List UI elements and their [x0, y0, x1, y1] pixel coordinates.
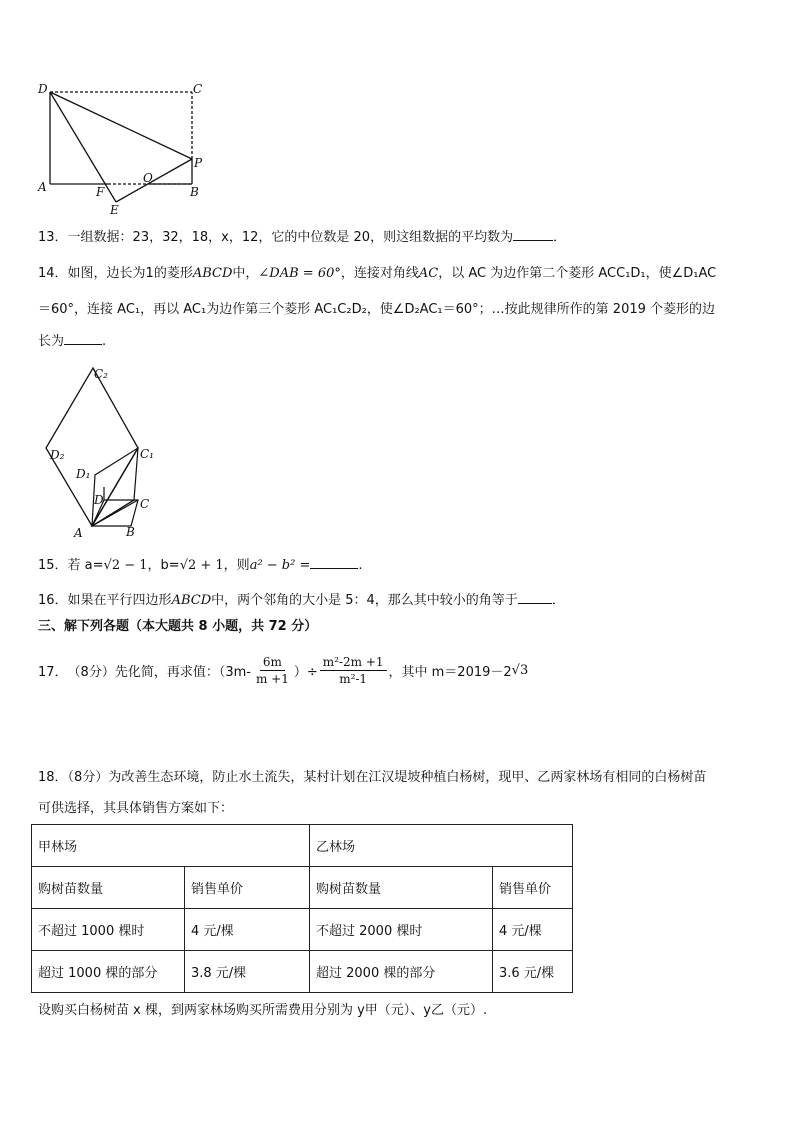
question-18-line1 — [38, 768, 706, 788]
q14-answer-blank[interactable] — [64, 332, 102, 345]
fig1-label-b: B — [190, 185, 199, 199]
table-cell: 购树苗数量 — [310, 867, 493, 909]
figure-rhombus-chain — [40, 362, 170, 542]
table-cell: 销售单价 — [493, 867, 573, 909]
question-13 — [38, 228, 566, 248]
table-header-row — [32, 825, 573, 867]
fig2-label-c: C — [140, 497, 150, 511]
q16-answer-blank[interactable] — [518, 591, 552, 604]
table-cell: 4 元/棵 — [493, 909, 573, 951]
q14-l1g: ，以 AC 为边作第二个菱形 ACC₁D₁，使∠D₁AC — [438, 266, 717, 281]
q15-answer-blank[interactable] — [310, 556, 358, 569]
q16-t3: 中，两个邻角的大小是 5：4，那么其中较小的角等于 — [211, 593, 518, 608]
table-cell: 3.6 元/棵 — [493, 951, 573, 993]
figure-rectangle — [30, 78, 220, 218]
fig1-label-f: F — [96, 185, 105, 199]
table-row — [32, 867, 573, 909]
fig2-label-a: A — [74, 526, 83, 540]
question-16 — [38, 591, 565, 611]
section-3-heading: 三、解下列各题（本大题共 8 小题，共 72 分） — [38, 619, 318, 634]
q14-number: 14． — [38, 266, 68, 281]
q14-l2: ＝60°，连接 AC₁，再以 AC₁为边作第三个菱形 AC₁C₂D₂，使∠D₂AC₁＝60°；…按此规律所作的第 2019 个菱形的边 — [38, 302, 716, 317]
q14-l3: 长为 — [38, 334, 65, 349]
q14-l1b: ABCD — [192, 266, 233, 281]
table-row — [32, 951, 573, 993]
table-cell: 超过 1000 棵的部分 — [32, 951, 185, 993]
table-cell: 超过 2000 棵的部分 — [310, 951, 493, 993]
fig2-label-b: B — [126, 525, 135, 539]
q14-l1a: 如图，边长为1的菱形 — [67, 266, 193, 281]
q15-a-expr: √2 − 1 — [103, 558, 148, 573]
q17-f1-num: 6m — [260, 655, 285, 671]
q17-mid: ）÷ — [293, 664, 318, 680]
q16-end: ． — [551, 593, 565, 608]
fig2-label-c1: C₁ — [140, 447, 154, 461]
fig1-label-o: O — [143, 171, 153, 185]
q16-t1: 如果在平行四边形 — [67, 593, 172, 608]
question-15 — [38, 556, 363, 576]
fig1-label-a: A — [38, 180, 47, 194]
q17-number: 17． — [38, 664, 68, 680]
q15-a: 若 a= — [67, 558, 104, 573]
fig2-label-d2: D₂ — [50, 448, 65, 462]
q14-l1c: 中， — [232, 266, 259, 281]
q18-l1: （8分）为改善生态环境，防止水土流失，某村计划在江汉堤坡种植白杨树，现甲、乙两家林场有相同的白杨树苗 — [67, 770, 707, 785]
q18-l2: 可供选择，其具体销售方案如下： — [38, 801, 234, 816]
q17-f1-den: m +1 — [255, 671, 289, 686]
table-cell: 不超过 2000 棵时 — [310, 909, 493, 951]
fig2-label-d1: D₁ — [76, 467, 91, 481]
q13-end: ． — [553, 230, 567, 245]
q14-l1d: ∠DAB = 60° — [258, 266, 341, 281]
fig1-label-c: C — [193, 82, 203, 96]
q17-f2-num: m²-2m +1 — [320, 655, 387, 671]
sales-plan-table — [31, 824, 573, 993]
q15-number: 15． — [38, 558, 68, 573]
q17-sqrt: √3 — [511, 662, 529, 678]
table-row — [32, 909, 573, 951]
q17-post: ，其中 m＝2019－2 — [388, 664, 512, 680]
fig2-label-d: D — [94, 493, 104, 507]
header-farm-yi: 乙林场 — [310, 825, 573, 867]
q13-answer-blank[interactable] — [513, 228, 553, 241]
q14-end: . — [102, 334, 107, 349]
fig1-label-p: P — [194, 156, 203, 170]
q15-c: ，则 — [223, 558, 250, 573]
q14-l1f: AC — [418, 266, 439, 281]
question-18-line2 — [38, 799, 233, 819]
table-cell: 4 元/棵 — [185, 909, 310, 951]
q16-t2: ABCD — [171, 593, 212, 608]
fig1-label-d: D — [38, 82, 48, 96]
table-cell: 销售单价 — [185, 867, 310, 909]
table-cell: 3.8 元/棵 — [185, 951, 310, 993]
q13-number: 13． — [38, 230, 68, 245]
q17-fraction-1 — [253, 655, 292, 686]
question-17 — [38, 648, 528, 692]
q14-l1e: ，连接对角线 — [340, 266, 419, 281]
question-14-line3 — [38, 332, 106, 352]
q16-number: 16． — [38, 593, 68, 608]
fig2-label-c2: C₂ — [94, 367, 108, 381]
question-18-after-table: 设购买白杨树苗 x 棵，到两家林场购买所需费用分别为 y甲（元）、y乙（元）. — [38, 1003, 488, 1018]
fig1-label-e: E — [110, 203, 119, 217]
header-farm-jia: 甲林场 — [32, 825, 310, 867]
question-14-line2 — [38, 300, 715, 320]
question-14-line1 — [38, 264, 716, 284]
q15-b-expr: √2 + 1 — [179, 558, 224, 573]
q17-pre: （8分）先化简，再求值：（3m- — [67, 664, 251, 680]
q15-b: ，b= — [147, 558, 180, 573]
q17-f2-den: m²-1 — [339, 671, 368, 686]
q15-c-expr: a² − b² = — [249, 558, 311, 573]
q15-end: . — [358, 558, 363, 573]
table-cell: 不超过 1000 棵时 — [32, 909, 185, 951]
table-cell: 购树苗数量 — [32, 867, 185, 909]
q13-text: 一组数据：23，32，18，x，12，它的中位数是 20，则这组数据的平均数为 — [67, 230, 514, 245]
q17-fraction-2 — [320, 655, 387, 686]
q18-number: 18． — [38, 770, 68, 785]
